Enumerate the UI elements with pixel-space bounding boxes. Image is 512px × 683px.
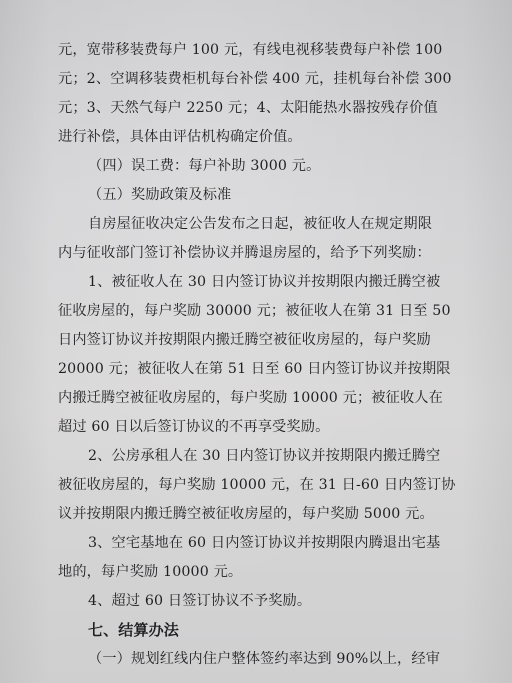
text-line: 被征收房屋的，每户奖励 10000 元，在 31 日-60 日内签订协	[58, 477, 456, 493]
text-line: 内与征收部门签订补偿协议并腾退房屋的，给予下列奖励：	[58, 245, 431, 261]
text-line: 元；3、天然气每户 2250 元；4、太阳能热水器按残存价值	[58, 100, 438, 116]
text-line: 1、被征收人在 30 日内签订协议并按期限内搬迁腾空被	[88, 274, 441, 290]
text-line: 4、超过 60 日签订协议不予奖励。	[88, 593, 312, 609]
section-heading: （五）奖励政策及标准	[88, 187, 232, 203]
text-line: 日内签订协议并按期限内搬迁腾空被征收房屋的，每户奖励	[58, 332, 431, 348]
text-line: 20000 元；被征收人在第 51 日至 60 日内签订协议并按期限	[58, 361, 451, 377]
text-line: （四）误工费：每户补助 3000 元。	[88, 158, 321, 174]
text-line: 征收房屋的，每户奖励 30000 元；被征收人在第 31 日至 50	[58, 303, 451, 319]
text-line: （一）规划红线内住户整体签约率达到 90%以上，经审	[88, 651, 441, 667]
text-line: 自房屋征收决定公告发布之日起，被征收人在规定期限	[88, 216, 433, 232]
text-line: 进行补偿，具体由评估机构确定价值。	[58, 129, 302, 145]
text-line: 议并按期限内搬迁腾空被征收房屋的，每户奖励 5000 元。	[58, 506, 434, 522]
text-line: 2、公房承租人在 30 日内签订协议并按期限内搬迁腾空	[88, 448, 441, 464]
text-line: 超过 60 日以后签订协议的不再享受奖励。	[58, 419, 330, 435]
section-heading: 七、结算办法	[88, 621, 179, 639]
text-line: 3、空宅基地在 60 日内签订协议并按期限内腾退出宅基	[88, 535, 441, 551]
text-line: 内搬迁腾空被征收房屋的，每户奖励 10000 元；被征收人在	[58, 390, 443, 406]
text-line: 元，宽带移装费每户 100 元，有线电视移装费每户补偿 100	[58, 42, 443, 58]
text-line: 元；2、空调移装费柜机每台补偿 400 元，挂机每台补偿 300	[58, 71, 452, 87]
text-line: 地的，每户奖励 10000 元。	[58, 564, 243, 580]
